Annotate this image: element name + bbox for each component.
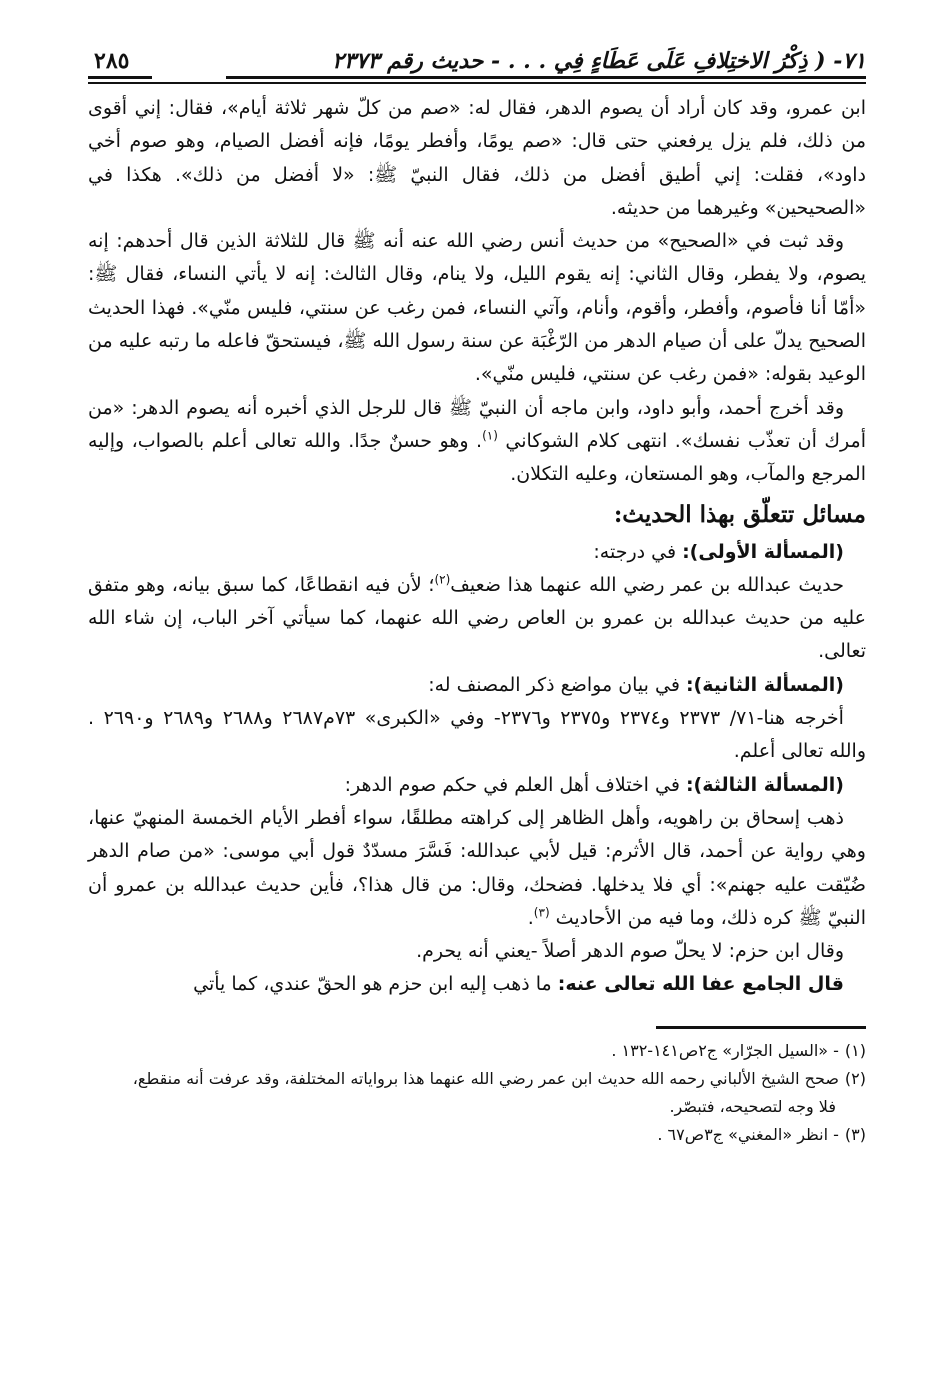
paragraph-text: حديث عبدالله بن عمر رضي الله عنهما هذا ضعيف <box>450 573 845 596</box>
footnote-number: (٣) <box>844 1124 866 1144</box>
footnote <box>88 1037 866 1065</box>
paragraph-text: . <box>527 906 534 929</box>
running-head: ٧١- ( ذِكْرُ الاختِلافِ عَلَى عَطَاءٍ فِي . . . - حديث رقم ٢٣٧٣ <box>332 48 866 74</box>
question-label: (المسألة الأولى): <box>682 540 844 563</box>
header-rule-bottom <box>88 82 866 84</box>
footnote-separator <box>656 1026 866 1029</box>
footnote <box>88 1121 866 1149</box>
footnote-text: صحح الشيخ الألباني رحمه الله حديث ابن عمر رضي الله عنهما هذا برواياته المختلفة، وقد عرفت أنه منقطع، <box>132 1068 839 1088</box>
footnote-ref: (١) <box>482 428 498 443</box>
question-heading <box>88 669 866 702</box>
paragraph-text: . وهو حسنٌ جدًا. والله تعالى أعلم بالصواب، وإليه المرجع والمآب، وهو المستعان، وعليه التكلان. <box>88 429 866 486</box>
paragraph-text: ؛ لأن فيه انقطاعًا، كما سبق بيانه، وهو متفق عليه من حديث عبدالله بن عمرو بن العاص رضي الله عنهما، كما سيأتي آخر الباب، إن شاء الله تعالى. <box>88 573 866 663</box>
question-heading <box>88 536 866 569</box>
header-rule-top <box>226 76 866 79</box>
footnote-ref: (٣) <box>533 905 550 920</box>
paragraph-text: وقد أخرج أحمد، وأبو داود، وابن ماجه أن النبيّ ﷺ قال للرجل الذي أخبره أنه يصوم الدهر: «من أمرك أن تعذّب نفسك». انتهى كلام الشوكاني <box>88 396 866 452</box>
main-text <box>88 92 866 1002</box>
header-rule-left-top <box>88 76 152 79</box>
question-label: (المسألة الثانية): <box>685 673 844 696</box>
footnote-number: (١) <box>844 1040 866 1060</box>
section-heading: مسائل تتعلّق بهذا الحديث: <box>613 500 866 528</box>
footnote-text: - انظر «المغني» ج٣ص٦٧ . <box>657 1124 839 1144</box>
footnote-text: - «السيل الجرّار» ج٢ص١٤١-١٣٢ . <box>611 1040 839 1060</box>
question-title: في درجته: <box>593 540 683 563</box>
page-number: ٢٨٥ <box>94 48 130 74</box>
paragraph <box>88 802 866 935</box>
paragraph: وقد ثبت في «الصحيح» من حديث أنس رضي الله عنه أنه ﷺ قال للثلاثة الذين قال أحدهم: إنه يصوم، ولا يفطر، وقال الثاني: إنه يقوم الليل، ولا ينام، وقال الثالث: إنه لا يأتي النساء، فقال ﷺ: «أمّا أنا فأصوم، وأفطر، وأقوم، وأنام، وآتي النساء، فمن رغب عن سنتي، فليس منّي». فهذا الحديث الصحيح يدلّ على أن صيام الدهر من الرّغْبَة عن سنة رسول الله ﷺ، فيستحقّ فاعله ما رتبه عليه من الوعيد بقوله: «فمن رغب عن سنتي، فليس منّي». <box>88 230 866 386</box>
question-title: في بيان مواضع ذكر المصنف له: <box>428 673 686 696</box>
paragraph <box>88 392 866 492</box>
footnote-ref: (٢) <box>434 572 451 587</box>
paragraph-text: ما ذهب إليه ابن حزم هو الحقّ عندي، كما يأتي <box>193 973 558 996</box>
paragraph: أخرجه هنا-٧١/ ٢٣٧٣ و٢٣٧٤ و٢٣٧٥ و٢٣٧٦- وفي «الكبرى» ٧٣م٢٦٨٧ و٢٦٨٨ و٢٦٨٩ و٢٦٩٠ . والله تعالى أعلم. <box>88 707 866 763</box>
paragraph <box>88 569 866 669</box>
footnote <box>88 1065 866 1093</box>
question-heading <box>88 769 866 802</box>
question-title: في اختلاف أهل العلم في حكم صوم الدهر: <box>344 773 686 796</box>
paragraph: ابن عمرو، وقد كان أراد أن يصوم الدهر، فقال له: «صم من كلّ شهر ثلاثة أيام»، فقال: إني أقوى من ذلك، فلم يزل يرفعني حتى قال: «صم يومًا، وأفطر يومًا، فإنه أفضل الصيام، وهو صوم أخي داود»، فقلت: إني أطيق أفضل من ذلك، فقال النبيّ ﷺ: «لا أفضل من ذلك». هكذا في «الصحيحين» وغيرهما من حديثه. <box>88 97 866 219</box>
header-rule <box>88 76 866 88</box>
paragraph: وقال ابن حزم: لا يحلّ صوم الدهر أصلاً -يعني أنه يحرم. <box>416 940 844 963</box>
compiler-label: قال الجامع عفا الله تعالى عنه: <box>557 973 844 996</box>
book-page <box>88 30 866 1149</box>
question-label: (المسألة الثالثة): <box>685 773 844 796</box>
page-header <box>88 30 866 74</box>
paragraph-text: ذهب إسحاق بن راهويه، وأهل الظاهر إلى كراهته مطلقًا، سواء أفطر الأيام الخمسة المنهيّ عنها، وهي رواية عن أحمد، قال الأثرم: قيل لأبي عبدالله: فَسَّرَ مسدّدٌ قول أبي موسى: «من صام الدهر ضُيّقت عليه جهنم»: أي فلا يدخلها. فضحك، وقال: من قال هذا؟، فأين حديث عبدالله بن عمرو أن النبيّ ﷺ كره ذلك، وما فيه من الأحاديث <box>88 806 866 929</box>
footnote-continuation: فلا وجه لتصحيحه، فتبصّر. <box>669 1096 836 1116</box>
footnotes <box>88 1037 866 1149</box>
footnote-number: (٢) <box>844 1068 866 1088</box>
paragraph <box>88 968 866 1001</box>
